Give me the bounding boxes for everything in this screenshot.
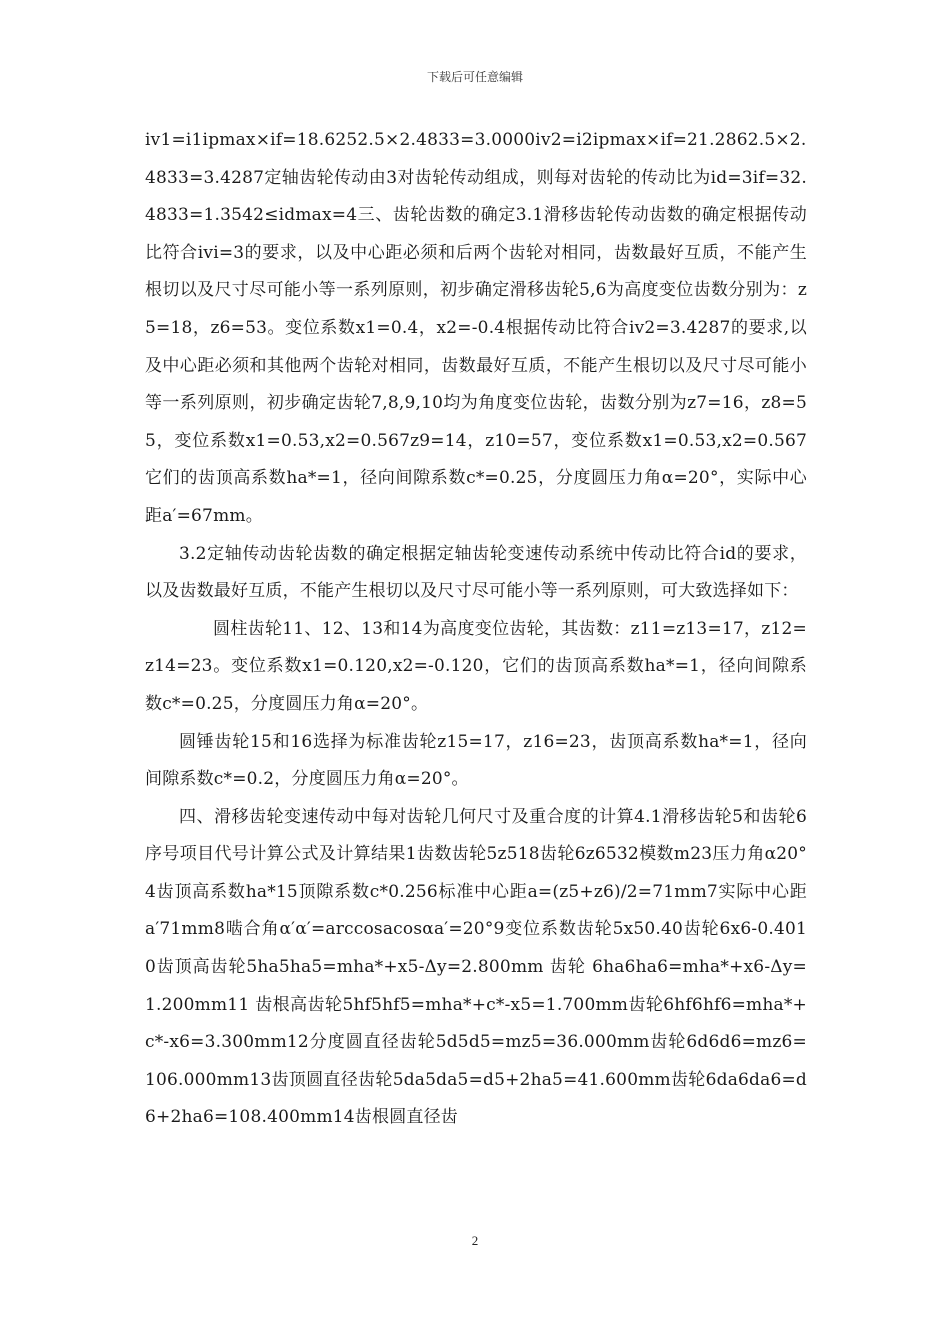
page-number: 2 [471,1233,479,1248]
document-body [145,122,807,1137]
paragraph-cylindrical-gears: 圆柱齿轮11、12、13和14为高度变位齿轮，其齿数：z11=z13=17，z12=z14=23。变位系数x1=0.120,x2=-0.120，它们的齿顶高系数ha*=1，径向间隙系数c*=0.25，分度圆压力角α=20°。 [145,618,807,714]
paragraph-transmission-ratio: iv1=i1ipmax×if=18.6252.5×2.4833=3.0000iv2=i2ipmax×if=21.2862.5×2.4833=3.4287定轴齿轮传动由3对齿轮传动组成，则每对齿轮的传动比为id=3if=32.4833=1.3542≤idmax=4三、齿轮齿数的确定3.1滑移齿轮传动齿数的确定根据传动比符合ivi=3的要求，以及中心距必须和后两个齿轮对相同，齿数最好互质，不能产生根切以及尺寸尽可能小等一系列原则，初步确定滑移齿轮5,6为高度变位齿数分别为：z5=18，z6=53。变位系数x1=0.4，x2=-0.4根据传动比符合iv2=3.4287的要求,以及中心距必须和其他两个齿轮对相同，齿数最好互质，不能产生根切以及尺寸尽可能小等一系列原则，初步确定齿轮7,8,9,10均为角度变位齿轮，齿数分别为z7=16，z8=55，变位系数x1=0.53,x2=0.567z9=14，z10=57，变位系数x1=0.53,x2=0.567它们的齿顶高系数ha*=1，径向间隙系数c*=0.25，分度圆压力角α=20°，实际中心距a′=67mm。 [145,130,807,526]
paragraph-fixed-axis-gears: 3.2定轴传动齿轮齿数的确定根据定轴齿轮变速传动系统中传动比符合id的要求，以及齿数最好互质，不能产生根切以及尺寸尽可能小等一系列原则，可大致选择如下： [145,543,807,602]
page-header: 下载后可任意编辑 [426,70,523,84]
paragraph-geometry-calculation: 四、滑移齿轮变速传动中每对齿轮几何尺寸及重合度的计算4.1滑移齿轮5和齿轮6序号项目代号计算公式及计算结果1齿数齿轮5z518齿轮6z6532模数m23压力角α20°4齿顶高系数ha*15顶隙系数c*0.256标准中心距a=(z5+z6)/2=71mm7实际中心距a′71mm8啮合角α′α′=arccosacosαa′=20°9变位系数齿轮5x50.40齿轮6x6-0.4010齿顶高齿轮5ha5ha5=mha*+x5-Δy=2.800mm 齿轮 6ha6ha6=mha*+x6-Δy=1.200mm11 齿根高齿轮5hf5hf5=mha*+c*-x5=1.700mm齿轮6hf6hf6=mha*+c*-x6=3.300mm12分度圆直径齿轮5d5d5=mz5=36.000mm齿轮6d6d6=mz6=106.000mm13齿顶圆直径齿轮5da5da5=d5+2ha5=41.600mm齿轮6da6da6=d6+2ha6=108.400mm14齿根圆直径齿 [145,806,807,1128]
paragraph-bevel-gears: 圆锤齿轮15和16选择为标准齿轮z15=17，z16=23，齿顶高系数ha*=1，径向间隙系数c*=0.2，分度圆压力角α=20°。 [145,731,807,790]
